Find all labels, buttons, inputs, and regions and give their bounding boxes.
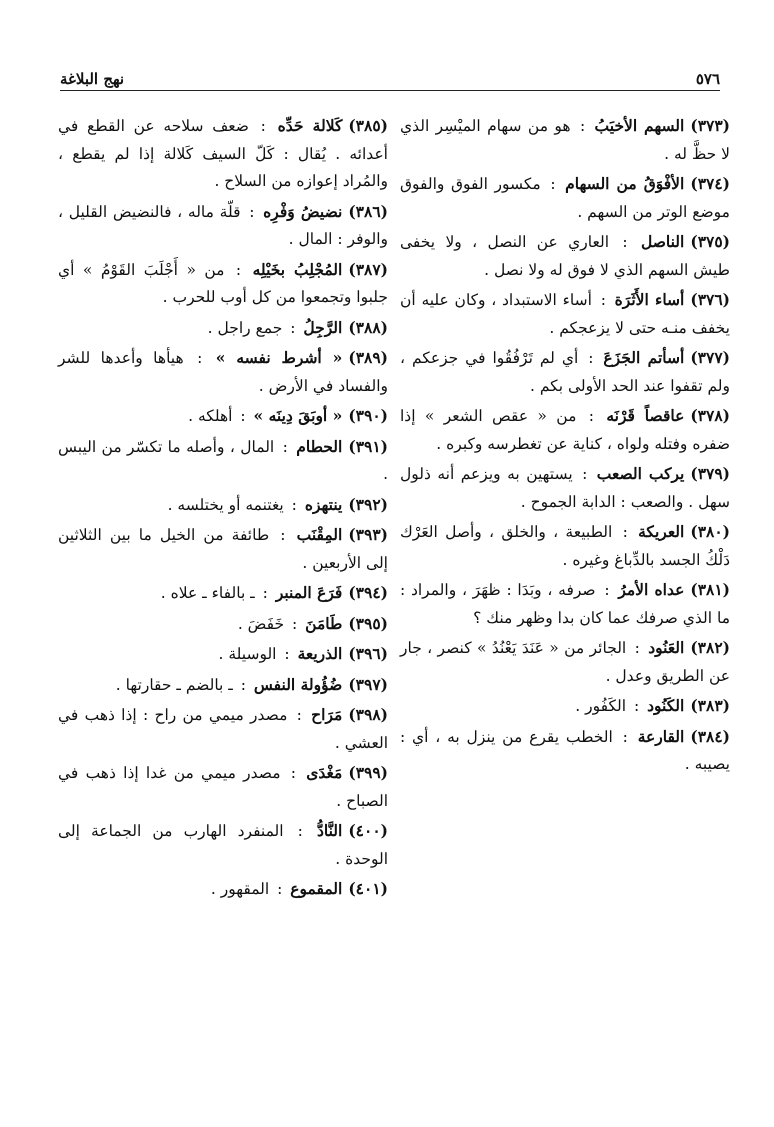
entry-term: مَرَاح [311,705,343,724]
entry-number: (٣٧٩) [690,464,731,483]
entry-separator: : [629,639,646,657]
entry-number: (٣٨٨) [348,317,388,337]
entry-definition: الخطب يقرع من ينزل به ، أي : يصيبه . [400,727,730,773]
entry-separator: : [277,437,294,456]
entry-definition: مصدر ميمي من غدا إذا ذهب في الصباح . [58,764,388,810]
entry-term: ضُؤُولة النفس [253,674,343,694]
entry-separator: : [581,349,601,367]
entry-separator: : [186,349,213,367]
entry-term: السهم الأخيَبُ [594,116,685,135]
entry-term: النَّادُّ [316,821,343,840]
entry-number: (٣٩٢) [348,494,388,514]
entry-number: (٣٩٧) [348,674,388,694]
entry-number: (٣٩٤) [348,583,388,602]
glossary-entry [58,314,388,343]
entry-term: أسأتم الجَزَعَ [603,348,685,367]
entry-number: (٣٨٤) [690,726,731,746]
entry-number: (٣٨٧) [348,259,389,279]
right-column [400,112,730,781]
entry-term: يركب الصعب [596,464,685,483]
entry-separator: : [286,822,314,840]
glossary-entry [58,491,388,520]
entry-number: (٣٨١) [690,580,731,599]
entry-definition: مكسور الفوق والفوق موضع الوتر من السهم . [400,175,730,221]
entry-number: (٣٨٥) [348,116,388,135]
entry-definition: الجائر من « عَنَدَ يَعْنُدُ » كنصر ، جار عن الطريق وعدل . [400,639,730,685]
entry-number: (٣٧٧) [690,348,730,367]
entry-term: القارعة [637,726,685,746]
glossary-entry [400,518,730,574]
page-header [60,62,720,88]
glossary-entry [400,112,730,168]
entry-separator: : [629,697,645,715]
entry-separator: : [579,407,604,425]
entry-separator: : [575,465,594,483]
glossary-entry [58,198,388,254]
entry-separator: : [251,117,275,135]
entry-definition: ـ بالفاء ـ علاه . [160,584,255,602]
entry-separator: : [283,764,304,782]
entry-number: (٣٨٩) [348,348,389,367]
left-column [58,112,388,906]
glossary-entry [400,286,730,342]
glossary-entry [400,723,730,779]
glossary-entry [58,112,388,196]
entry-number: (٣٩٩) [348,763,389,782]
entry-term: « أشرط نفسه » [215,348,343,367]
entry-number: (٣٩٣) [348,525,388,544]
entry-term: العَنُود [648,638,685,657]
entry-definition: هو من سهام الميْسِر الذي لا حظَّ له . [400,117,730,163]
glossary-entry [58,256,388,312]
entry-number: (٣٨٣) [690,696,730,715]
entry-definition: أي لم تَرْفُقُوا في جزعكم ، ولم تقفوا عند الحد الأولى بكم . [400,349,730,395]
entry-number: (٣٩٨) [348,705,388,724]
glossary-entry [58,610,388,639]
entry-separator: : [235,407,251,425]
entry-term: المِقْنَب [296,525,343,544]
entry-definition: العاري عن النصل ، ولا يخفى طيش السهم الذي لا فوق له ولا نصل . [400,233,730,279]
entry-number: (٣٧٣) [690,116,731,135]
entry-number: (٣٨٢) [690,638,730,657]
entry-separator: : [285,318,301,337]
glossary-entry [58,875,388,904]
glossary-entry [58,640,388,669]
glossary-entry [58,402,388,431]
glossary-entry [400,170,730,226]
entry-definition: المنفرد الهارب من الجماعة إلى الوحدة . [58,822,388,868]
entry-term: كَلالة حَدِّه [277,116,343,135]
entry-separator: : [286,495,302,514]
entry-number: (٣٩٥) [348,613,388,633]
book-title: نهج البلاغة [60,70,125,88]
entry-separator: : [272,880,288,898]
glossary-entry [400,402,730,458]
entry-term: أساء الأَثَرَة [614,290,685,309]
entry-separator: : [287,614,303,633]
entry-definition: قلّة ماله ، فالنضيض القليل ، والوفر : المال . [58,202,388,248]
entry-definition: خَفَضَ . [237,614,285,633]
entry-definition: يغتنمه أو يختلسه . [167,495,284,514]
entry-definition: الطبيعة ، والخلق ، وأصل العَرْك دَلْكُ الجسد بالدِّباغ وغيره . [400,523,730,569]
page-number: ٥٧٦ [695,70,720,88]
entry-number: (٤٠١) [348,879,388,898]
entry-term: فَرَعَ المنبر [275,583,343,602]
entry-term: الذريعة [297,644,343,663]
entry-definition: الكَفُور . [575,697,627,715]
glossary-entry [400,692,730,721]
glossary-entry [58,433,388,489]
entry-definition: المقهور . [210,880,270,898]
glossary-entry [58,671,388,700]
entry-definition: أهلكه . [188,407,233,425]
entry-term: المُجْلِبُ بخَيْلِه [252,259,343,279]
entry-separator: : [573,117,592,135]
entry-definition: يستهين به ويزعم أنه ذلول سهل . والصعب : الدابة الجموح . [400,465,730,511]
entry-separator: : [243,202,261,221]
entry-separator: : [279,645,295,663]
entry-term: نضيضُ وَفْرِه [263,201,343,221]
entry-term: الناصل [641,232,685,251]
glossary-entry [58,701,388,757]
entry-separator: : [615,523,636,541]
entry-number: (٣٩١) [348,436,389,456]
entry-separator: : [257,584,273,602]
entry-number: (٣٩٦) [348,644,388,663]
entry-definition: أساء الاستبداد ، وكان عليه أن يخفف منـه حتى لا يزعجكم . [400,291,730,337]
glossary-entry [58,579,388,608]
entry-term: المقموع [290,879,343,898]
entry-number: (٣٩٠) [348,406,388,425]
entry-definition: الوسيلة . [218,645,277,663]
entry-separator: : [612,233,638,251]
entry-separator: : [598,581,616,599]
entry-term: الرَّجِلُ [303,317,343,337]
entry-number: (٣٧٥) [690,232,731,251]
entry-definition: جمع راجل . [207,318,283,337]
entry-number: (٣٨٠) [690,522,731,541]
entry-definition: مصدر ميمي من راح : إذا ذهب في العشي . [58,706,388,752]
glossary-entry [58,344,388,400]
glossary-entry [58,817,388,873]
entry-term: مَغْدَى [306,763,343,782]
entry-separator: : [543,175,563,193]
entry-number: (٣٨٦) [348,201,388,221]
glossary-entry [400,460,730,516]
entry-term: عاقصاً قَرْنَه [606,406,685,425]
entry-definition: المال ، وأصله ما تكسّر من اليبس . [58,437,388,483]
header-rule [60,90,720,91]
entry-number: (٣٧٤) [690,174,731,193]
entry-definition: من « أَجْلَبَ القَوْمُ » أي جلبوا وتجمعوا من كل أوب للحرب . [58,260,388,306]
entry-term: الكَنُود [647,696,685,715]
glossary-entry [400,228,730,284]
entry-term: « أوبَقَ دِينَه » [253,406,343,425]
entry-term: العريكة [638,522,685,541]
glossary-entry [400,576,730,632]
entry-separator: : [272,526,294,544]
entry-number: (٤٠٠) [348,821,388,840]
entry-term: الأفْوَقُ من السهام [565,174,685,193]
glossary-entry [58,759,388,815]
glossary-entry [400,344,730,400]
entry-term: ينتهزه [304,494,343,514]
entry-separator: : [290,706,309,724]
entry-definition: ضعف سلاحه عن القطع في أعدائه . يُقال : كَلّ السيف كَلالة إذا لم يقطع ، والمُراد إعوازه من السلاح . [58,117,388,190]
entry-number: (٣٧٨) [690,406,730,425]
entry-definition: من « عقص الشعر » إذا ضفره وفتله ولواه ، كناية عن تغطرسه وكبره . [400,407,730,453]
entry-term: طَامَنَ [305,613,343,633]
entry-definition: هيأها وأعدها للشر والفساد في الأرض . [58,349,388,395]
glossary-entry [400,634,730,690]
entry-definition: ـ بالضم ـ حقارتها . [115,675,233,694]
entry-separator: : [594,291,612,309]
entry-separator: : [227,260,250,279]
entry-definition: طائفة من الخيل ما بين الثلاثين إلى الأربعين . [58,526,388,572]
entry-separator: : [615,727,635,746]
entry-separator: : [235,675,251,694]
glossary-entry [58,521,388,577]
entry-term: الحطام [296,436,343,456]
entry-term: عداه الأمرُ [618,580,685,599]
entry-number: (٣٧٦) [690,290,731,309]
entry-definition: صرفه ، وبَدَا : ظهَرَ ، والمراد : ما الذي صرفك عما كان بدا وظهر منك ؟ [400,581,730,627]
